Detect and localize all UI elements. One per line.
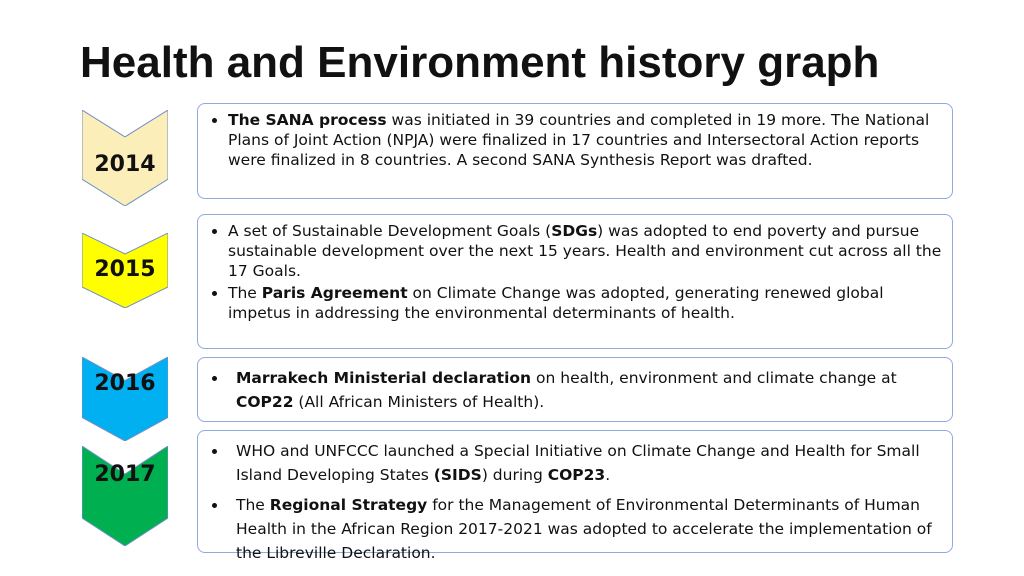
highlighted-text: COP22 [236,393,294,411]
year-label: 2014 [94,152,156,177]
highlighted-text: (SIDS [433,466,482,484]
highlighted-text: Paris Agreement [261,284,408,302]
year-chevron-2014 [82,110,168,206]
year-label: 2016 [94,371,156,396]
year-chevron-2015 [82,233,168,308]
highlighted-text: Regional Strategy [269,496,428,514]
year-label: 2017 [94,462,156,487]
highlighted-text: COP23 [547,466,606,484]
event-text: . [605,466,611,484]
event-text: The [228,284,262,302]
year-chevron-2017 [82,446,168,546]
event-box-2015 [197,214,953,349]
event-box-2016 [197,357,953,422]
event-text: A set of Sustainable Development Goals ( [228,222,552,240]
event-text: was initiated in 39 countries and completed in 19 more. The National Plans of Joint Action (NPJA) were finalized in 17 countries and Intersectoral Action reports were finalized in 8 countries. A second SANA Synthesis Report was drafted. [228,111,930,169]
event-text: ) during [481,466,548,484]
event-box-2017 [197,430,953,562]
event-item [228,439,944,487]
page-title: Health and Environment history graph [80,38,880,87]
highlighted-text: The SANA process [228,111,387,129]
event-text: on health, environment and climate change at [531,369,897,387]
highlighted-text: Marrakech Ministerial declaration [236,369,532,387]
event-text: on Climate Change was adopted, generating renewed global impetus in addressing the environmental determinants of health. [228,284,884,322]
year-chevron-2016 [82,357,168,441]
event-item [228,221,944,281]
event-text: (All African Ministers of Health). [293,393,545,411]
event-item [228,283,944,323]
event-text: ) was adopted to end poverty and pursue sustainable development over the next 15 years. Health and environment cut across all the 17 Goals. [228,222,942,280]
event-text: The [236,496,270,514]
year-label: 2015 [94,257,156,282]
highlighted-text: SDGs [551,222,598,240]
event-box-2014 [197,103,953,199]
event-text: for the Management of Environmental Determinants of Human Health in the African Region 2017-2021 was adopted to accelerate the implementation of the Libreville Declaration. [236,496,932,562]
event-item [228,493,944,565]
event-item [228,110,944,170]
event-item [228,366,944,414]
event-text: WHO and UNFCCC launched a Special Initiative on Climate Change and Health for Small Island Developing States [236,442,920,484]
